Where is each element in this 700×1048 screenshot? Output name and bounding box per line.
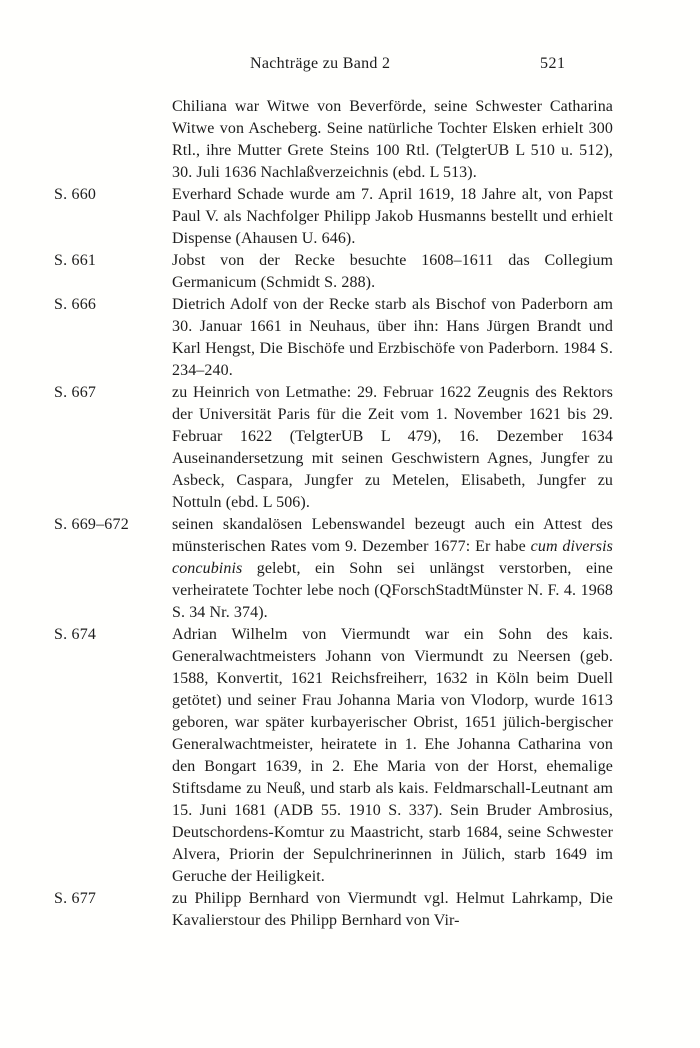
entry-text	[172, 514, 613, 624]
entry-label: S. 667	[54, 384, 97, 401]
entry-text: zu Philipp Bernhard von Viermundt vgl. Helmut Lahrkamp, Die Kavalierstour des Philipp Bernhard von Vir-	[172, 890, 613, 929]
entry-text: Chiliana war Witwe von Beverförde, seine Schwester Catharina Witwe von Ascheberg. Seine natürliche Tochter Elsken erhielt 300 Rtl., ihre Mutter Grete Steins 100 Rtl. (TelgterUB L 510 u. 512), 30. Juli 1636 Nachlaßverzeichnis (ebd. L 513).	[172, 98, 613, 181]
entry-text-segment: gelebt, ein Sohn sei unlängst verstorben, eine verheiratete Tochter lebe noch (QForschStadtMünster N. F. 4. 1968 S. 34 Nr. 374).	[172, 560, 613, 621]
entry-row	[54, 184, 614, 250]
entry-row	[54, 624, 614, 888]
entry-label: S. 674	[54, 626, 97, 643]
entry-text-latin-phrase: cum diversis concubinis	[172, 538, 613, 577]
entry-row	[54, 888, 614, 932]
entry-row	[54, 514, 614, 624]
entry-label: S. 677	[54, 890, 97, 907]
entry-row	[54, 294, 614, 382]
entry-row	[54, 382, 614, 514]
entries-list	[54, 96, 614, 932]
entry-text: Everhard Schade wurde am 7. April 1619, 18 Jahre alt, von Papst Paul V. als Nachfolger Philipp Jakob Husmanns bestellt und erhielt Dispense (Ahausen U. 646).	[172, 186, 613, 247]
entry-text: Jobst von der Recke besuchte 1608–1611 das Collegium Germanicum (Schmidt S. 288).	[172, 252, 613, 291]
entry-label: S. 661	[54, 252, 97, 269]
entry-text-segment: seinen skandalösen Lebenswandel bezeugt auch ein Attest des münsterischen Rates vom 9. Dezember 1677: Er habe	[172, 516, 613, 555]
page-number: 521	[540, 55, 566, 72]
entry-row	[54, 250, 614, 294]
running-title: Nachträge zu Band 2	[250, 55, 391, 72]
entry-label: S. 660	[54, 186, 97, 203]
entry-text: Adrian Wilhelm von Viermundt war ein Sohn des kais. Generalwachtmeisters Johann von Viermundt zu Neersen (geb. 1588, Konvertit, 1621 Reichsfreiherr, 1632 in Köln beim Duell getötet) und seiner Frau Johanna Maria von Vlodorp, wurde 1613 geboren, war später kurbayerischer Obrist, 1651 jülich-bergischer Generalwachtmeister, heiratete in 1. Ehe Johanna Catharina von den Bongart 1639, in 2. Ehe Maria von der Horst, ehemalige Stiftsdame zu Neuß, und starb als kais. Feldmarschall-Leutnant am 15. Juni 1681 (ADB 55. 1910 S. 337). Sein Bruder Ambrosius, Deutschordens-Komtur zu Maastricht, starb 1684, seine Schwester Alvera, Priorin der Sepulchrinerinnen in Jülich, starb 1649 im Geruche der Heiligkeit.	[172, 626, 613, 885]
entry-text: zu Heinrich von Letmathe: 29. Februar 1622 Zeugnis des Rektors der Universität Paris für die Zeit vom 1. November 1621 bis 29. Februar 1622 (TelgterUB L 479), 16. Dezember 1634 Auseinandersetzung mit seinen Geschwistern Agnes, Jungfer zu Asbeck, Caspara, Jungfer zu Metelen, Elisabeth, Jungfer zu Nottuln (ebd. L 506).	[172, 384, 613, 511]
entry-text: Dietrich Adolf von der Recke starb als Bischof von Paderborn am 30. Januar 1661 in Neuhaus, über ihn: Hans Jürgen Brandt und Karl Hengst, Die Bischöfe und Erzbischöfe von Paderborn. 1984 S. 234–240.	[172, 296, 613, 379]
entry-label: S. 666	[54, 296, 97, 313]
entry-label: S. 669–672	[54, 516, 129, 533]
entry-row	[54, 96, 614, 184]
running-header	[0, 53, 700, 75]
